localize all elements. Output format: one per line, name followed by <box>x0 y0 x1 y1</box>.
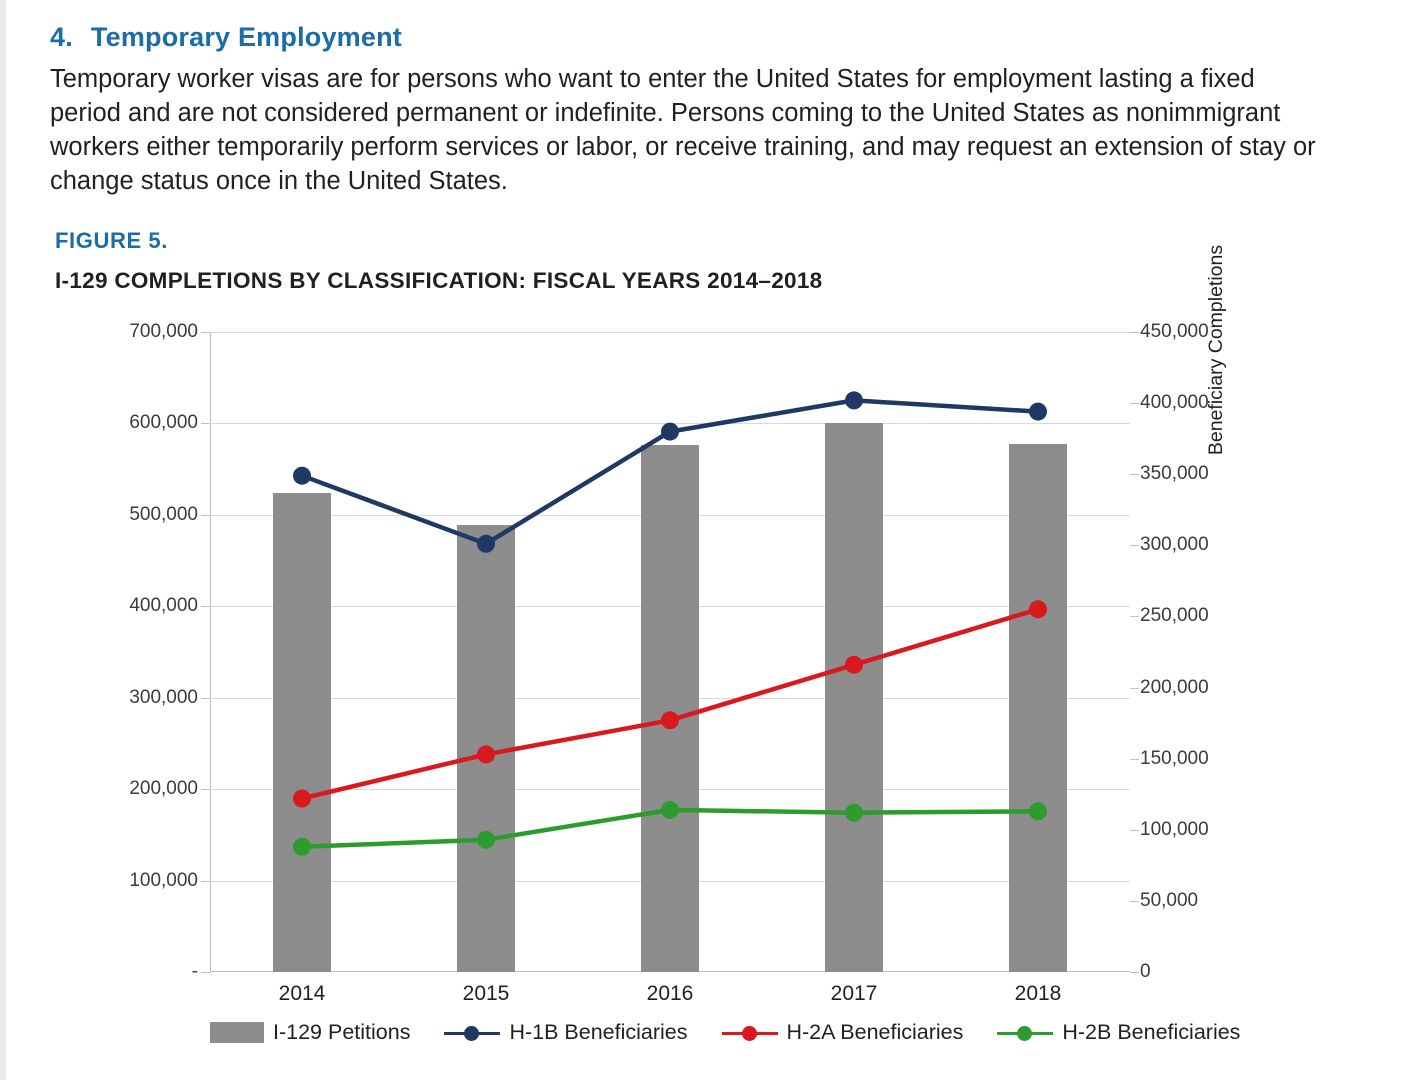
plot-area <box>129 321 1209 1005</box>
y-tick-mark <box>201 423 210 424</box>
line-dot-marker-icon <box>722 1026 778 1040</box>
section-heading <box>50 22 402 53</box>
legend-label-h2b: H-2B Beneficiaries <box>1062 1020 1241 1044</box>
y-tick-mark <box>201 332 210 333</box>
y-tick-mark <box>201 881 210 882</box>
y2-tick-mark <box>1130 403 1139 404</box>
y-tick-right: 0 <box>1140 961 1151 982</box>
line-dot-marker-icon <box>444 1026 500 1040</box>
series-markers-h2a <box>293 600 1047 807</box>
y-tick-left: 600,000 <box>129 412 198 434</box>
y-tick-right: 50,000 <box>1140 889 1199 911</box>
y-tick-left: - <box>191 961 198 982</box>
legend-item-i129 <box>210 1020 410 1045</box>
x-tick-2015: 2015 <box>462 982 510 1005</box>
legend-item-h2b <box>997 1020 1240 1045</box>
y-tick-right: 400,000 <box>1140 392 1209 414</box>
y-tick-right: 200,000 <box>1140 676 1209 698</box>
y-tick-mark <box>201 972 210 973</box>
bar-swatch-icon <box>210 1022 264 1043</box>
series-line-h1b <box>302 400 1038 543</box>
legend-label-h2a: H-2A Beneficiaries <box>786 1020 964 1044</box>
series-line-h2a <box>302 609 1038 798</box>
y-tick-left: 100,000 <box>129 869 198 891</box>
y-tick-left: 400,000 <box>129 595 198 617</box>
y-tick-left: 500,000 <box>129 503 198 525</box>
y2-tick-mark <box>1130 830 1139 831</box>
legend-label-h1b: H-1B Beneficiaries <box>509 1020 688 1044</box>
section-title: Temporary Employment <box>90 22 402 52</box>
legend-label-i129: I-129 Petitions <box>273 1020 411 1044</box>
figure-title: I-129 COMPLETIONS BY CLASSIFICATION: FISCAL YEARS 2014–2018 <box>55 268 823 293</box>
y2-tick-mark <box>1130 688 1139 689</box>
y2-tick-mark <box>1130 332 1139 333</box>
legend-item-h2a <box>722 1020 964 1045</box>
y-tick-left: 200,000 <box>129 778 198 800</box>
series-markers-h2b <box>293 801 1047 856</box>
y2-tick-mark <box>1130 474 1139 475</box>
y2-tick-mark <box>1130 972 1139 973</box>
page-left-rule <box>0 0 6 1080</box>
y-axis-right-title: Beneficiary Completions <box>1205 244 1227 456</box>
y2-tick-mark <box>1130 616 1139 617</box>
y-tick-mark <box>201 698 210 699</box>
y-tick-right: 150,000 <box>1140 747 1209 769</box>
section-paragraph: Temporary worker visas are for persons who want to enter the United States for employment lasting a fixed period and are not considered permanent or indefinite. Persons coming to the United States as nonimmigrant workers either temporarily perform services or labor, or receive training, and may request an extension of stay or change status once in the United States. <box>50 65 1316 195</box>
line-series-layer <box>210 332 1130 972</box>
chart-legend <box>210 1020 1310 1045</box>
y-tick-right: 300,000 <box>1140 534 1209 556</box>
x-tick-2018: 2018 <box>1014 982 1062 1005</box>
y-tick-right: 450,000 <box>1140 321 1209 342</box>
x-tick-2016: 2016 <box>646 982 694 1005</box>
series-markers-h1b <box>293 391 1047 552</box>
x-tick-2014: 2014 <box>278 982 326 1005</box>
line-dot-marker-icon <box>997 1026 1053 1040</box>
y-tick-mark <box>201 606 210 607</box>
section-number: 4. <box>50 22 73 52</box>
y-tick-left: 300,000 <box>129 686 198 708</box>
figure-label: FIGURE 5. <box>55 228 168 253</box>
y-tick-mark <box>201 789 210 790</box>
y-tick-right: 250,000 <box>1140 605 1209 627</box>
y-tick-right: 350,000 <box>1140 463 1209 485</box>
y-tick-mark <box>201 515 210 516</box>
y2-tick-mark <box>1130 759 1139 760</box>
y-tick-right: 100,000 <box>1140 818 1209 840</box>
legend-item-h1b <box>444 1020 687 1045</box>
y-tick-left: 700,000 <box>129 321 198 342</box>
y2-tick-mark <box>1130 901 1139 902</box>
y2-tick-mark <box>1130 545 1139 546</box>
x-tick-2017: 2017 <box>830 982 878 1005</box>
